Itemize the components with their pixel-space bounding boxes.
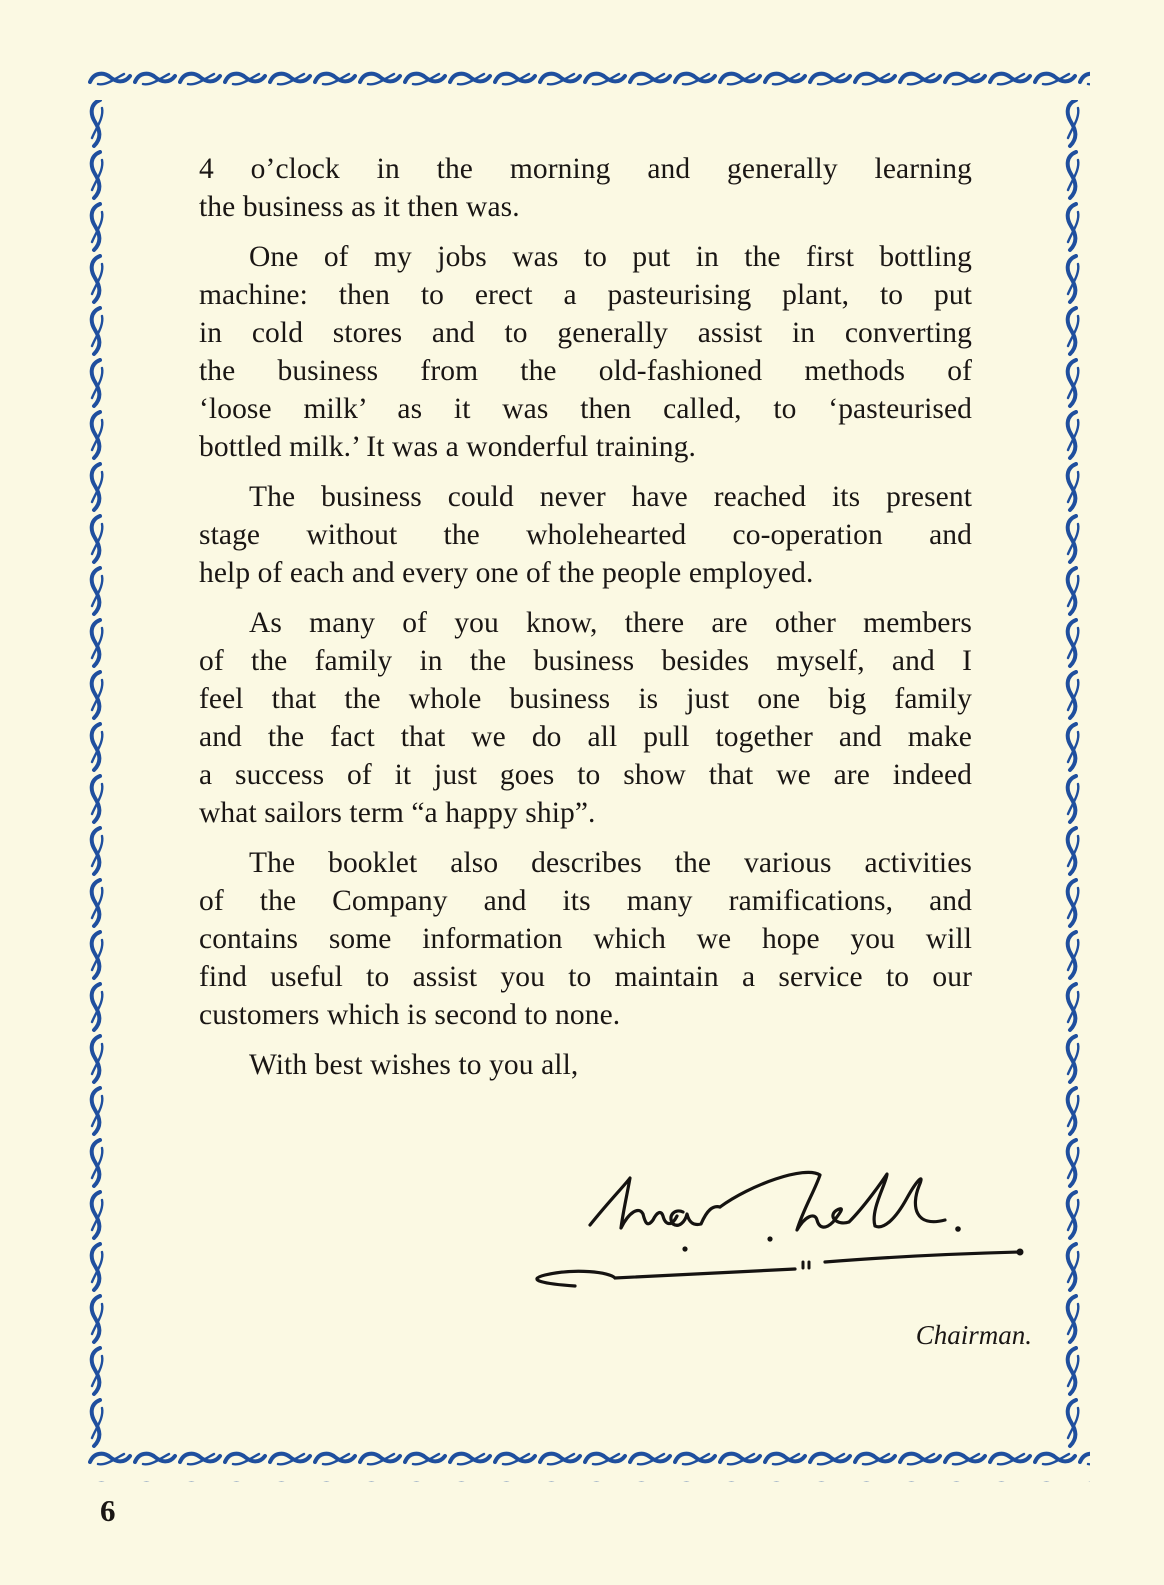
paragraph-5	[199, 844, 972, 1034]
text-line: feel that the whole business is just one big family	[199, 683, 972, 715]
text-line: 4 o’clock in the morning and generally learning	[199, 153, 972, 185]
signatory-title: Chairman.	[915, 1320, 1032, 1350]
text-line: of the Company and its many ramifications, and	[199, 885, 972, 917]
text-line: of the family in the business besides myself, and I	[199, 645, 972, 677]
text-line: what sailors term “a happy ship”.	[199, 797, 596, 829]
text-line: contains some information which we hope you will	[199, 923, 972, 955]
text-line: customers which is second to none.	[199, 999, 621, 1031]
text-line: The booklet also describes the various activities	[249, 847, 972, 879]
text-line: in cold stores and to generally assist in converting	[199, 317, 972, 349]
text-line: find useful to assist you to maintain a service to our	[199, 961, 972, 993]
closing-salutation	[199, 1046, 972, 1084]
paragraph-1	[199, 150, 972, 226]
text-line: the business as it then was.	[199, 191, 520, 223]
text-line: stage without the wholehearted co-operation and	[199, 519, 972, 551]
text-line: and the fact that we do all pull together and make	[199, 721, 972, 753]
text-line: help of each and every one of the people employed.	[199, 557, 814, 589]
paragraph-2	[199, 238, 972, 466]
text-line: The business could never have reached its present	[249, 481, 972, 513]
text-line: the business from the old-fashioned methods of	[199, 355, 972, 387]
text-line: bottled milk.’ It was a wonderful training.	[199, 431, 696, 463]
text-line: ‘loose milk’ as it was then called, to ‘pasteurised	[199, 393, 972, 425]
text-line: With best wishes to you all,	[249, 1049, 579, 1081]
text-line: machine: then to erect a pasteurising plant, to put	[199, 279, 972, 311]
text-line: As many of you know, there are other members	[249, 607, 972, 639]
text-line: One of my jobs was to put in the first bottling	[249, 241, 972, 273]
text-line: a success of it just goes to show that we are indeed	[199, 759, 972, 791]
paragraph-3	[199, 478, 972, 592]
letter-body	[199, 150, 972, 1096]
page-number: 6	[100, 1493, 116, 1528]
paragraph-4	[199, 604, 972, 832]
signature-image	[515, 1150, 1045, 1290]
